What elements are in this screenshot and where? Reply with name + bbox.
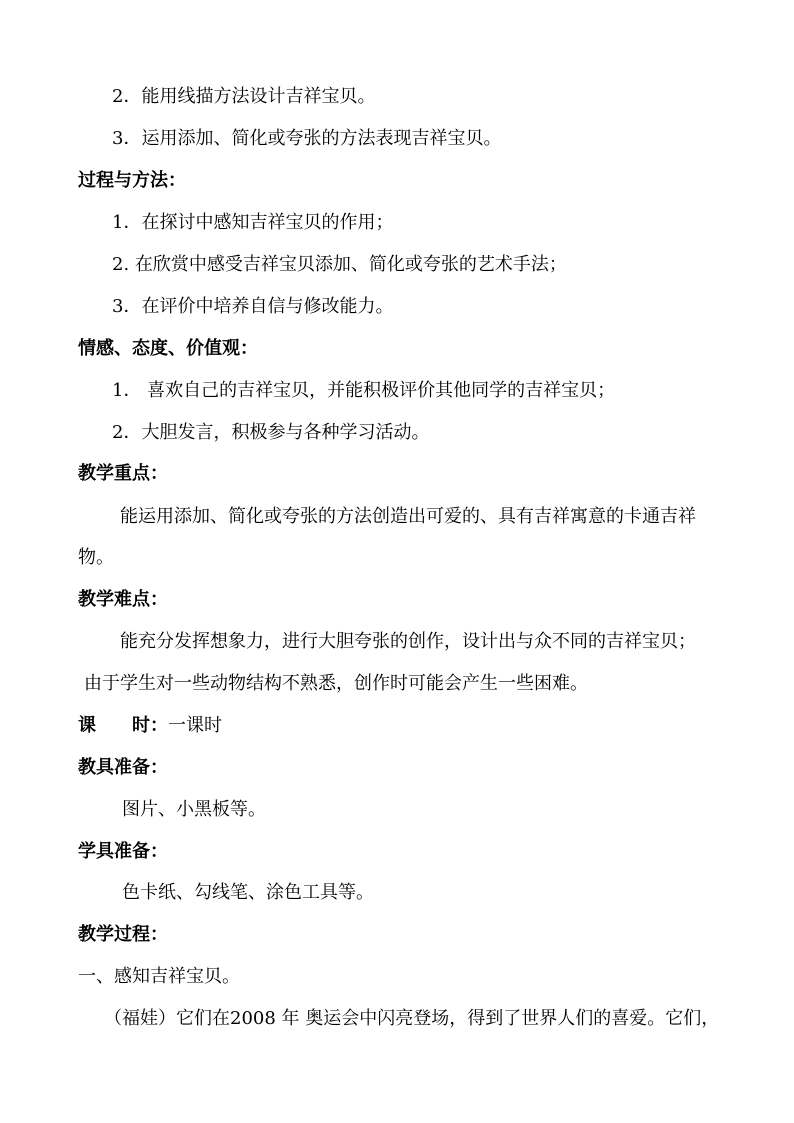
section-heading-difficulties: 教学难点： bbox=[78, 589, 168, 610]
class-period-label-a: 课 bbox=[78, 715, 96, 736]
process-item-3: 3．在评价中培养自信与修改能力。 bbox=[112, 296, 394, 317]
learning-tools-text: 色卡纸、勾线笔、涂色工具等。 bbox=[122, 882, 374, 903]
procedure-text-line: （福娃）它们在2008 年 奥运会中闪亮登场，得到了世界人们的喜爱。它们， bbox=[104, 1008, 720, 1029]
section-heading-process: 过程与方法： bbox=[78, 170, 186, 191]
objective-item-3: 3．运用添加、简化或夸张的方法表现吉祥宝贝。 bbox=[112, 128, 502, 149]
section-heading-key-points: 教学重点： bbox=[78, 463, 168, 484]
class-period-line bbox=[78, 715, 222, 737]
class-period-label-b: 时： bbox=[132, 715, 168, 736]
section-heading-teaching-tools: 教具准备： bbox=[78, 757, 168, 778]
section-heading-learning-tools: 学具准备： bbox=[78, 841, 168, 862]
section-heading-emotion: 情感、态度、价值观： bbox=[78, 338, 258, 359]
emotion-item-1: 1． 喜欢自己的吉祥宝贝，并能积极评价其他同学的吉祥宝贝； bbox=[112, 380, 616, 401]
section-heading-procedure: 教学过程： bbox=[78, 924, 168, 945]
process-item-1: 1．在探讨中感知吉祥宝贝的作用； bbox=[112, 212, 394, 233]
objective-item-2: 2．能用线描方法设计吉祥宝贝。 bbox=[112, 86, 376, 107]
procedure-step-1: 一、感知吉祥宝贝。 bbox=[78, 966, 240, 987]
process-item-2: 2. 在欣赏中感受吉祥宝贝添加、简化或夸张的艺术手法； bbox=[112, 254, 567, 275]
key-point-line-2: 物。 bbox=[78, 547, 114, 568]
difficulty-line-2: 由于学生对一些动物结构不熟悉，创作时可能会产生一些困难。 bbox=[84, 673, 588, 694]
emotion-item-2: 2．大胆发言，积极参与各种学习活动。 bbox=[112, 422, 430, 443]
difficulty-line-1: 能充分发挥想象力，进行大胆夸张的创作，设计出与众不同的吉祥宝贝； bbox=[120, 631, 696, 652]
class-period-value: 一课时 bbox=[168, 715, 222, 736]
key-point-line-1: 能运用添加、简化或夸张的方法创造出可爱的、具有吉祥寓意的卡通吉祥 bbox=[120, 506, 696, 527]
teaching-tools-text: 图片、小黑板等。 bbox=[122, 799, 266, 820]
